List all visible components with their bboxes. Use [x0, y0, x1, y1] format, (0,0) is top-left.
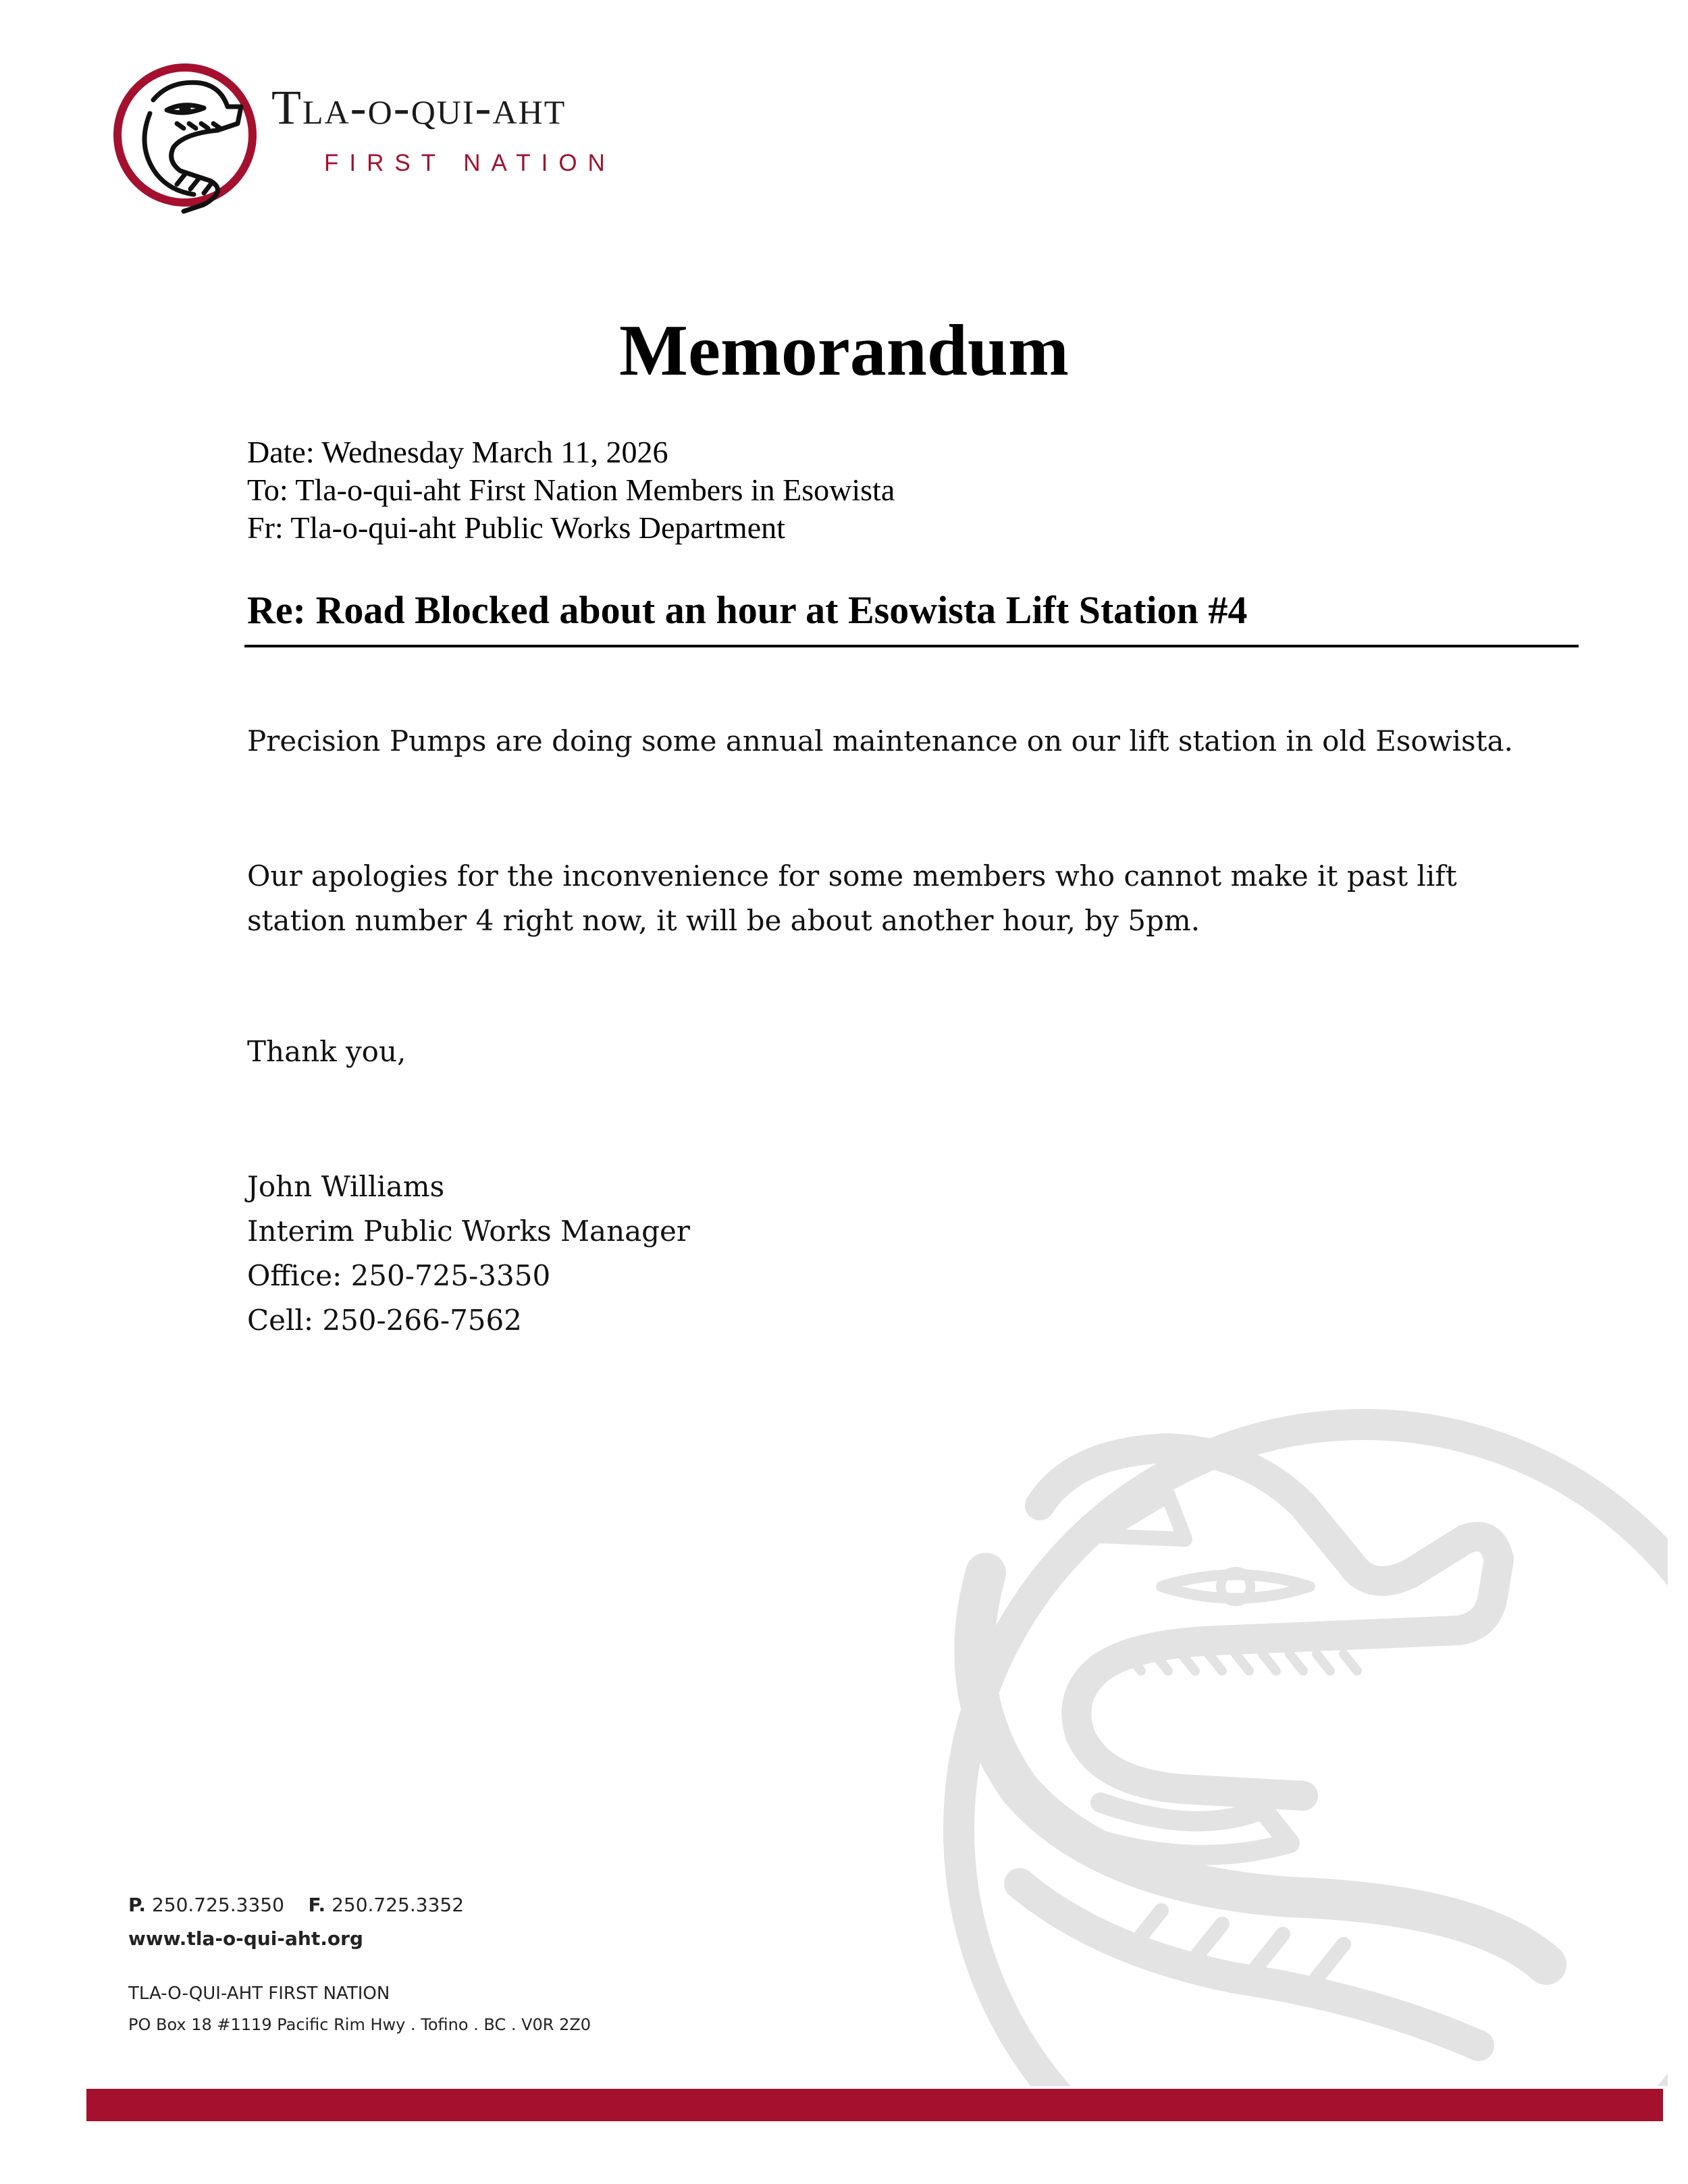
body-paragraph-1: Precision Pumps are doing some annual maintenance on our lift station in old Esowista.	[247, 724, 1513, 757]
signature-cell-phone: Cell: 250-266-7562	[247, 1304, 522, 1337]
memo-title: Memorandum	[619, 311, 1069, 391]
closing-line: Thank you,	[247, 1035, 406, 1068]
footer-brand-bar	[86, 2089, 1663, 2121]
body-paragraph-2: Our apologies for the inconvenience for some members who cannot make it past lift station number 4 right now, it will be about another hour, by 5pm.	[247, 859, 1457, 937]
signature-office-phone: Office: 250-725-3350	[247, 1259, 551, 1292]
memo-to: To: Tla-o-qui-aht First Nation Members in Esowista	[247, 473, 895, 507]
watermark-emblem	[817, 1370, 1668, 2086]
footer-phone: 250.725.3350	[151, 1894, 284, 1916]
footer-org-name: TLA-O-QUI-AHT FIRST NATION	[128, 1983, 390, 2004]
signature-title: Interim Public Works Manager	[247, 1215, 690, 1248]
memo-from: Fr: Tla-o-qui-aht Public Works Department	[247, 510, 785, 545]
logo-name: Tla-o-qui-aht	[271, 80, 566, 134]
signature-name: John Williams	[247, 1170, 445, 1203]
logo-emblem-icon	[109, 59, 261, 215]
footer-website-link[interactable]: www.tla-o-qui-aht.org	[128, 1927, 363, 1950]
footer-address: PO Box 18 #1119 Pacific Rim Hwy . Tofino . BC . V0R 2Z0	[128, 2015, 591, 2034]
memo-date: Date: Wednesday March 11, 2026	[247, 435, 668, 469]
memo-subject: Re: Road Blocked about an hour at Esowista Lift Station #4	[247, 588, 1248, 632]
logo-subtitle: FIRST NATION	[324, 150, 616, 176]
footer-phone-fax	[128, 1894, 464, 1916]
fax-label: F.	[308, 1894, 326, 1916]
subject-divider	[244, 645, 1579, 647]
signature-block	[247, 1165, 1530, 1343]
footer-fax: 250.725.3352	[332, 1894, 465, 1916]
phone-label: P.	[128, 1894, 147, 1916]
